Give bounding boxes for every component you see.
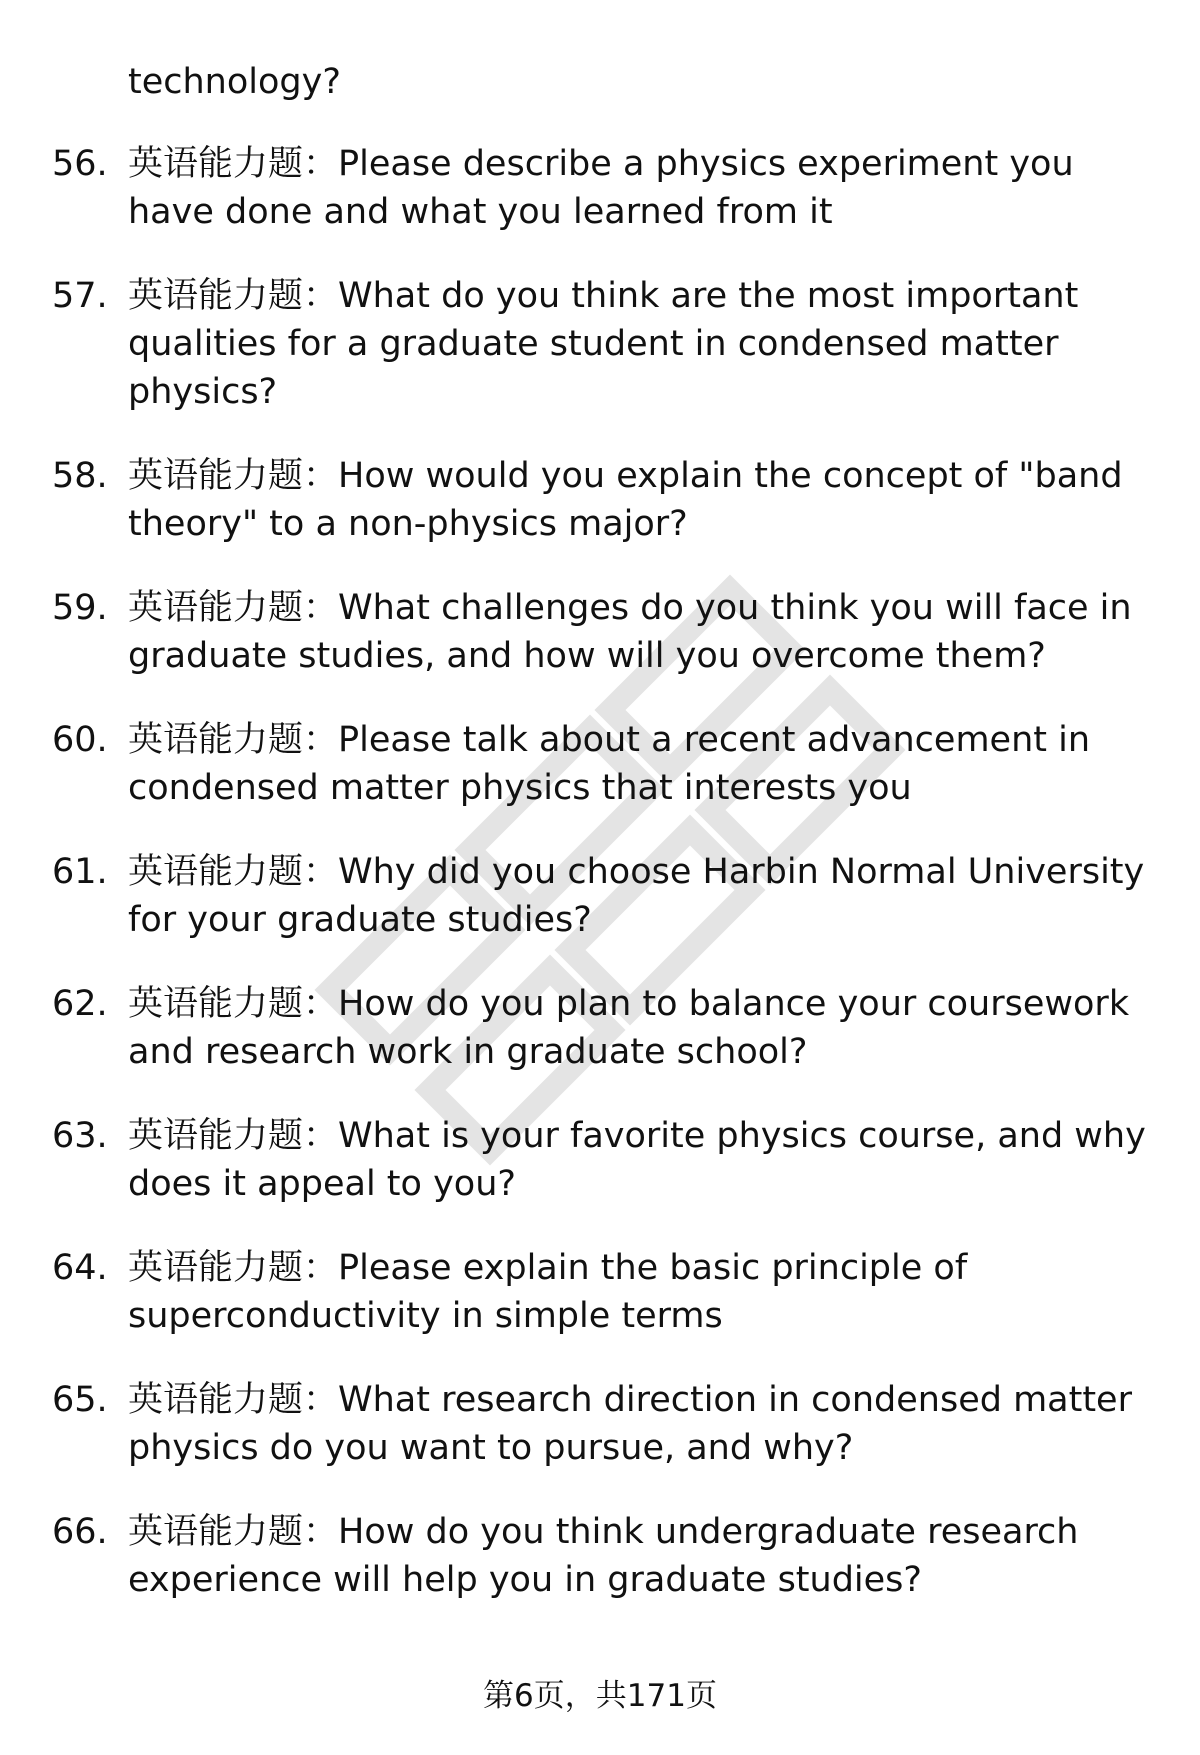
question-item [0,452,1200,548]
question-number: 61. [52,852,108,892]
question-number: 64. [52,1248,108,1288]
question-prefix: 英语能力题： [128,720,339,760]
question-prefix: 英语能力题： [128,984,339,1024]
question-prefix: 英语能力题： [128,456,339,496]
question-text: What challenges do you think you will face in graduate studies, and how will you overcome them? [128,588,1132,676]
question-number: 59. [52,588,108,628]
question-text: Please explain the basic principle of superconductivity in simple terms [128,1248,968,1336]
question-text: What do you think are the most important qualities for a graduate student in condensed matter physics? [128,276,1079,412]
question-text: Why did you choose Harbin Normal University for your graduate studies? [128,852,1145,940]
question-text: What research direction in condensed matter physics do you want to pursue, and why? [128,1380,1132,1468]
question-text: How do you plan to balance your coursework and research work in graduate school? [128,984,1130,1072]
question-item [0,1244,1200,1340]
question-prefix: 英语能力题： [128,852,339,892]
question-item [0,584,1200,680]
question-item [0,980,1200,1076]
question-number: 66. [52,1512,108,1552]
carryover-text: technology? [128,62,341,102]
question-item [0,1376,1200,1472]
question-prefix: 英语能力题： [128,1380,339,1420]
page-footer: 第6页，共171页 [483,1678,717,1714]
question-prefix: 英语能力题： [128,276,339,316]
question-number: 65. [52,1380,108,1420]
question-text: Please describe a physics experiment you have done and what you learned from it [128,144,1074,232]
question-item [0,1112,1200,1208]
question-item [0,140,1200,236]
question-item [0,848,1200,944]
question-prefix: 英语能力题： [128,1248,339,1288]
question-number: 60. [52,720,108,760]
question-item [0,1508,1200,1604]
question-prefix: 英语能力题： [128,1116,339,1156]
question-text: How would you explain the concept of "band theory" to a non-physics major? [128,456,1123,544]
question-text: How do you think undergraduate research experience will help you in graduate studies? [128,1512,1079,1600]
question-number: 58. [52,456,108,496]
question-prefix: 英语能力题： [128,588,339,628]
question-item [0,716,1200,812]
question-prefix: 英语能力题： [128,1512,339,1552]
question-number: 63. [52,1116,108,1156]
question-list [0,140,1200,1640]
question-text: Please talk about a recent advancement in condensed matter physics that interests you [128,720,1091,808]
question-prefix: 英语能力题： [128,144,339,184]
question-item [0,272,1200,416]
question-text: What is your favorite physics course, and why does it appeal to you? [128,1116,1146,1204]
question-number: 56. [52,144,108,184]
question-number: 62. [52,984,108,1024]
question-number: 57. [52,276,108,316]
